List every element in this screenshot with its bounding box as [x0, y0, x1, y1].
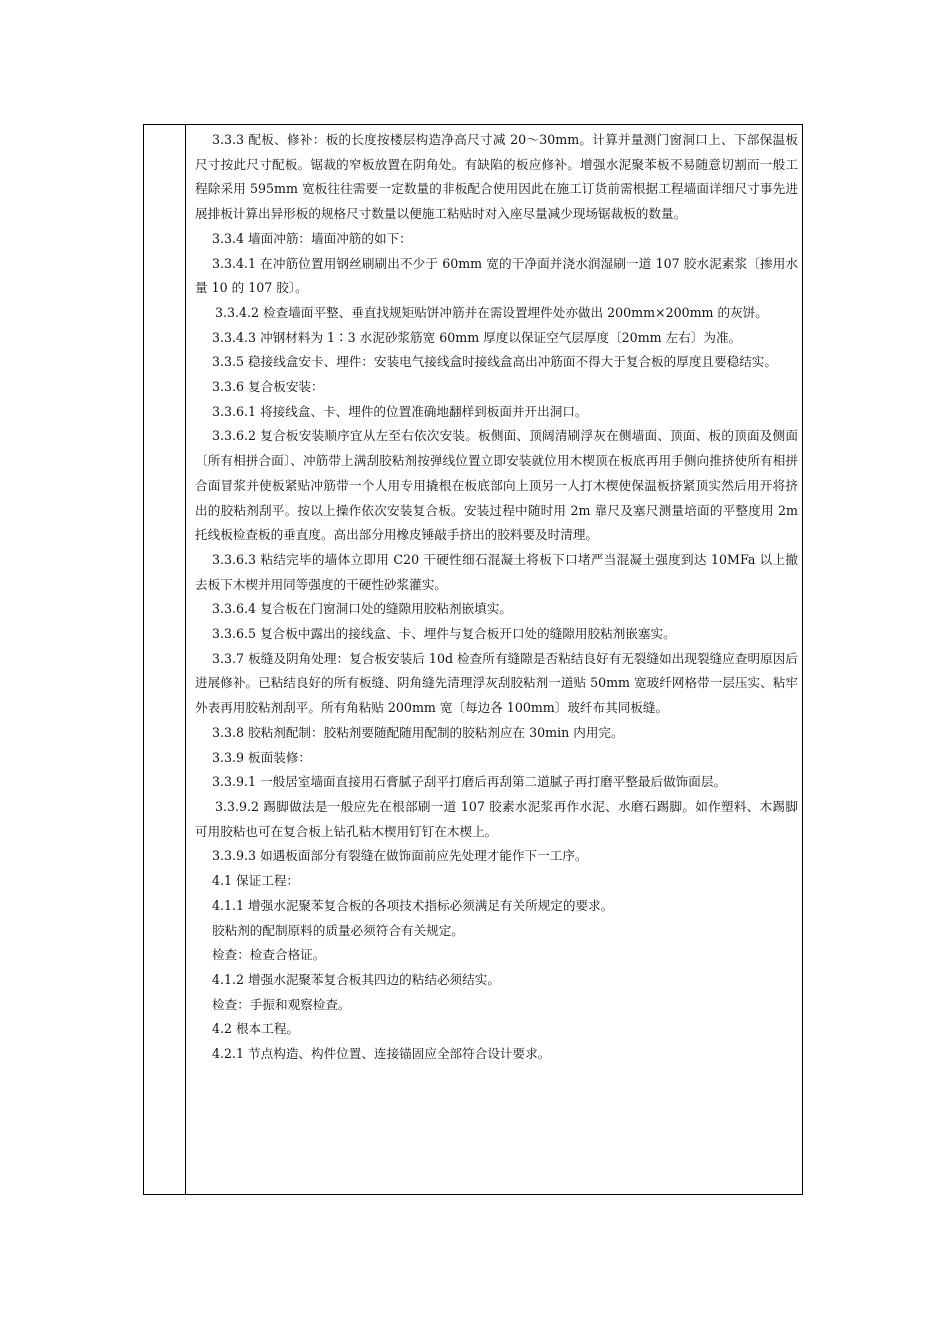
paragraph: 检查：检查合格证。	[212, 947, 326, 963]
paragraph: 3.3.6.4 复合板在门窗洞口处的缝隙用胶粘剂嵌填实。	[212, 601, 512, 617]
paragraph: 4.1.1 增强水泥聚苯复合板的各项技术指标必须满足有关所规定的要求。	[212, 897, 614, 913]
paragraph: 3.3.4 墙面冲筋：墙面冲筋的如下：	[212, 230, 412, 246]
paragraph: 3.3.6.1 将接线盒、卡、埋件的位置准确地翻样到板面并开出洞口。	[212, 403, 588, 419]
paragraph: 3.3.6.5 复合板中露出的接线盒、卡、埋件与复合板开口处的缝隙用胶粘剂嵌塞实。	[212, 626, 676, 642]
paragraph: 3.3.6 复合板安装：	[212, 379, 324, 395]
paragraph: 4.2.1 节点构造、构件位置、连接锚固应全部符合设计要求。	[212, 1046, 551, 1062]
paragraph: 3.3.9.1 一般居室墙面直接用石膏腻子刮平打磨后再刮第二道腻子再打磨平整最后做饰面层。	[212, 774, 727, 790]
paragraph: 3.3.9.2 踢脚做法是一般应先在根部刷一道 107 胶素水泥浆再作水泥、水磨石踢脚。如作塑料、木踢脚可用胶粘也可在复合板上钻孔粘木楔用钉钉在木楔上。	[195, 798, 798, 839]
table-content-cell	[195, 128, 798, 1067]
paragraph: 4.2 根本工程。	[212, 1021, 300, 1037]
paragraph: 3.3.4.3 冲钢材料为 1∶3 水泥砂浆筋宽 60mm 厚度以保证空气层厚度〔20mm 左右〕为准。	[212, 329, 742, 345]
document-table	[143, 124, 803, 1195]
paragraph: 3.3.7 板缝及阴角处理：复合板安装后 10d 检查所有缝隙是否粘结良好有无裂缝如出现裂缝应查明原因后进展修补。已粘结良好的所有板缝、阴角缝先清理浮灰刮胶粘剂一道贴 50mm 宽玻纤网格带一层压实、粘牢外表再用胶粘剂刮平。所有角粘贴 200mm 宽〔每边各 100mm〕玻纤布其同板缝。	[195, 650, 798, 716]
paragraph: 3.3.3 配板、修补：板的长度按楼层构造净高尺寸减 20～30mm。计算并量测门窗洞口上、下部保温板尺寸按此尺寸配板。锯裁的窄板放置在阴角处。有缺陷的板应修补。增强水泥聚苯板不易随意切割而一般工程除采用 595mm 宽板往往需要一定数量的非板配合使用因此在施工订货前需根据工程墙面详细尺寸事先进展排板计算出异形板的规格尺寸数量以便施工粘贴时对入座尽量减少现场锯裁板的数量。	[195, 132, 798, 222]
paragraph: 4.1 保证工程：	[212, 873, 300, 889]
paragraph: 检查：手振和观察检查。	[212, 996, 351, 1012]
paragraph: 3.3.5 稳接线盒安卡、埋件：安装电气接线盒时接线盒高出冲筋面不得大于复合板的厚度且要稳结实。	[212, 354, 777, 370]
paragraph: 3.3.4.2 检查墙面平整、垂直找规矩贴饼冲筋并在需设置埋件处亦做出 200mm×200mm 的灰饼。	[215, 304, 768, 320]
paragraph: 3.3.9 板面装修：	[212, 749, 312, 765]
table-left-column	[144, 125, 186, 1194]
paragraph: 胶粘剂的配制原料的质量必须符合有关规定。	[212, 922, 464, 938]
paragraph: 3.3.4.1 在冲筋位置用钢丝刷刷出不少于 60mm 宽的干净面并浇水润湿刷一道 107 胶水泥素浆〔掺用水量 10 的 107 胶〕。	[195, 255, 798, 296]
paragraph: 4.1.2 增强水泥聚苯复合板其四边的粘结必须结实。	[212, 971, 500, 987]
paragraph: 3.3.9.3 如遇板面部分有裂缝在做饰面前应先处理才能作下一工序。	[212, 848, 588, 864]
paragraph: 3.3.8 胶粘剂配制：胶粘剂要随配随用配制的胶粘剂应在 30min 内用完。	[212, 724, 624, 740]
paragraph: 3.3.6.3 粘结完毕的墙体立即用 C20 干硬性细石混凝土将板下口堵严当混凝土强度到达 10MFa 以上撤去板下木楔并用同等强度的干硬性砂浆灌实。	[195, 551, 798, 592]
paragraph: 3.3.6.2 复合板安装顺序宜从左至右依次安装。板侧面、顶阔清刷浮灰在侧墙面、顶面、板的顶面及侧面〔所有相拼合面〕、冲筋带上满刮胶粘剂按弹线位置立即安装就位用木楔顶在板底再用手侧向推挤使所有相拼合面冒浆并使板紧贴冲筋带一个人用专用撬根在板底部向上顶另一人打木楔使保温板挤紧顶实然后用开将挤出的胶粘剂刮平。按以上操作依次安装复合板。安装过程中随时用 2m 靠尺及塞尺测量培面的平整度用 2m 托线板检查板的垂直度。高出部分用橡皮锤敲手挤出的胶料要及时清理。	[195, 428, 798, 543]
